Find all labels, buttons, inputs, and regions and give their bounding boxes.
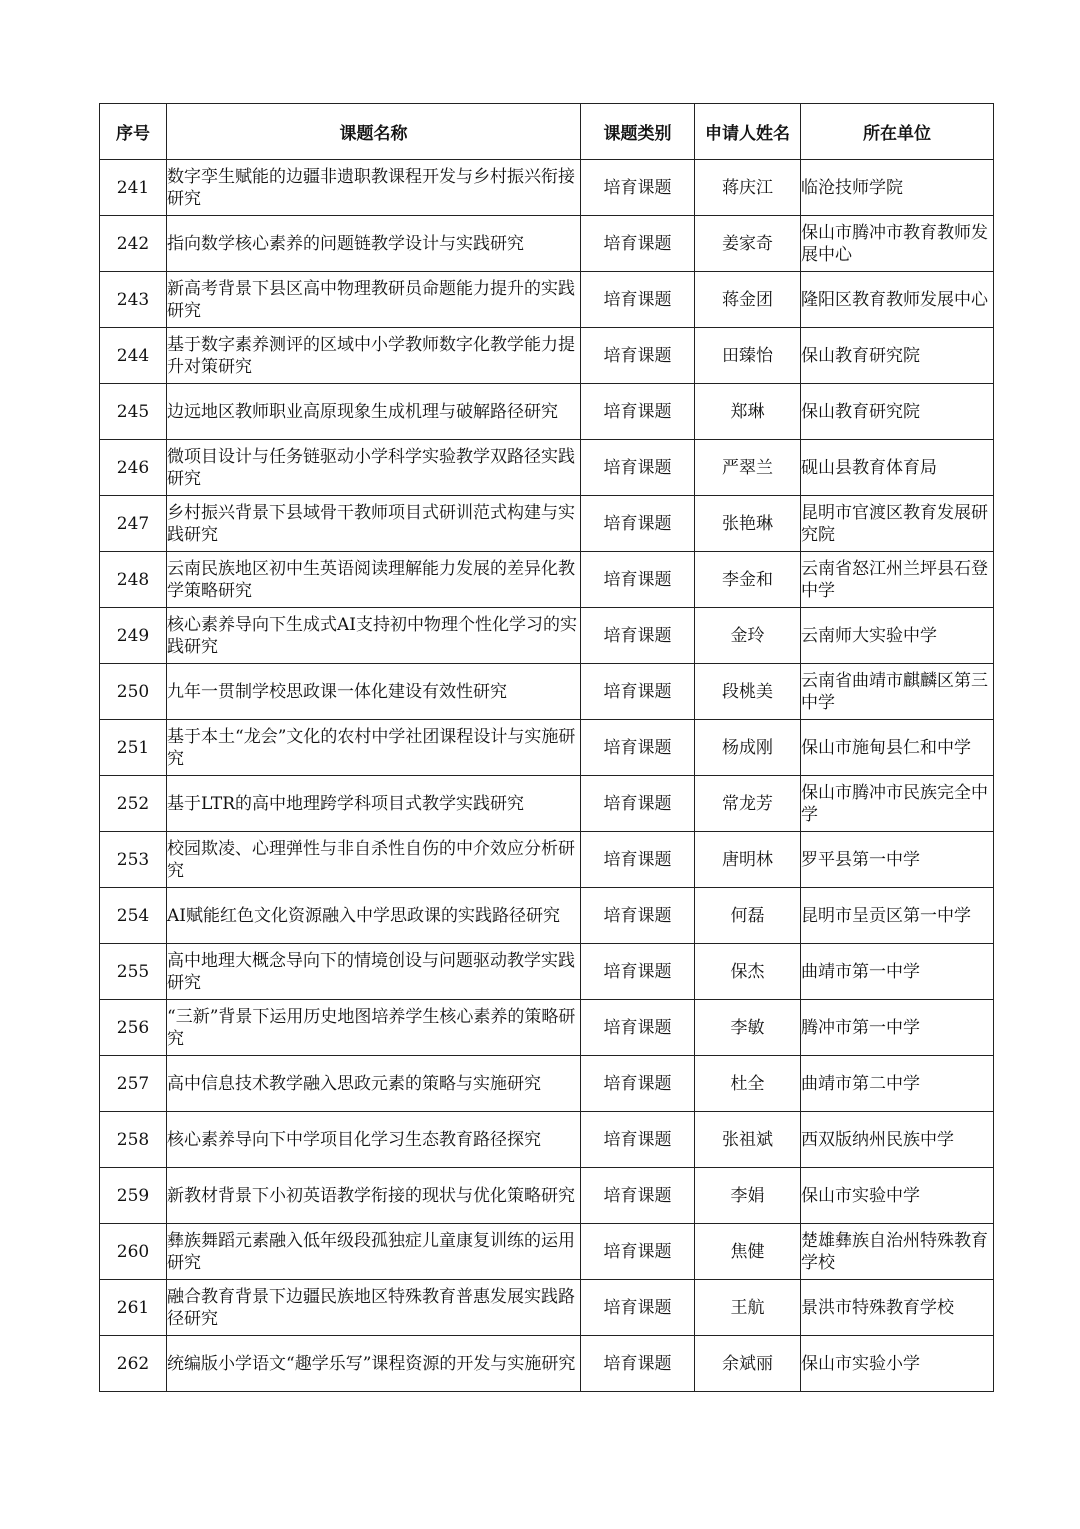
- project-name-cell: 校园欺凌、心理弹性与非自杀性自伤的中介效应分析研究: [167, 832, 581, 888]
- table-row: [100, 776, 994, 832]
- serial-number-cell: 243: [100, 272, 167, 328]
- project-name-cell: 高中地理大概念导向下的情境创设与问题驱动教学实践研究: [167, 944, 581, 1000]
- applicant-name-cell: 郑琳: [695, 384, 801, 440]
- header-project-name: 课题名称: [167, 104, 581, 160]
- affiliation-cell: 景洪市特殊教育学校: [801, 1280, 994, 1336]
- project-category-cell: 培育课题: [581, 384, 695, 440]
- header-affiliation: 所在单位: [801, 104, 994, 160]
- project-name-cell: 微项目设计与任务链驱动小学科学实验教学双路径实践研究: [167, 440, 581, 496]
- project-category-cell: 培育课题: [581, 1224, 695, 1280]
- table-row: [100, 944, 994, 1000]
- project-table: [99, 103, 994, 1392]
- table-row: [100, 832, 994, 888]
- applicant-name-cell: 李敏: [695, 1000, 801, 1056]
- project-category-cell: 培育课题: [581, 1336, 695, 1392]
- serial-number-cell: 245: [100, 384, 167, 440]
- serial-number-cell: 256: [100, 1000, 167, 1056]
- affiliation-cell: 保山市施甸县仁和中学: [801, 720, 994, 776]
- table-row: [100, 272, 994, 328]
- affiliation-cell: 保山教育研究院: [801, 384, 994, 440]
- affiliation-cell: 昆明市呈贡区第一中学: [801, 888, 994, 944]
- serial-number-cell: 248: [100, 552, 167, 608]
- applicant-name-cell: 王航: [695, 1280, 801, 1336]
- serial-number-cell: 257: [100, 1056, 167, 1112]
- project-name-cell: AI赋能红色文化资源融入中学思政课的实践路径研究: [167, 888, 581, 944]
- serial-number-cell: 258: [100, 1112, 167, 1168]
- project-name-cell: 边远地区教师职业高原现象生成机理与破解路径研究: [167, 384, 581, 440]
- affiliation-cell: 保山市实验小学: [801, 1336, 994, 1392]
- applicant-name-cell: 严翠兰: [695, 440, 801, 496]
- applicant-name-cell: 蒋金团: [695, 272, 801, 328]
- applicant-name-cell: 田臻怡: [695, 328, 801, 384]
- project-category-cell: 培育课题: [581, 216, 695, 272]
- table-row: [100, 1280, 994, 1336]
- table-row: [100, 496, 994, 552]
- affiliation-cell: 保山市腾冲市民族完全中学: [801, 776, 994, 832]
- affiliation-cell: 昆明市官渡区教育发展研究院: [801, 496, 994, 552]
- applicant-name-cell: 金玲: [695, 608, 801, 664]
- affiliation-cell: 曲靖市第二中学: [801, 1056, 994, 1112]
- project-category-cell: 培育课题: [581, 1280, 695, 1336]
- project-category-cell: 培育课题: [581, 1168, 695, 1224]
- project-name-cell: 新教材背景下小初英语教学衔接的现状与优化策略研究: [167, 1168, 581, 1224]
- table-row: [100, 552, 994, 608]
- project-name-cell: 高中信息技术教学融入思政元素的策略与实施研究: [167, 1056, 581, 1112]
- table-row: [100, 664, 994, 720]
- affiliation-cell: 云南师大实验中学: [801, 608, 994, 664]
- project-name-cell: 基于本土“龙会”文化的农村中学社团课程设计与实施研究: [167, 720, 581, 776]
- table-row: [100, 608, 994, 664]
- project-category-cell: 培育课题: [581, 888, 695, 944]
- project-name-cell: 新高考背景下县区高中物理教研员命题能力提升的实践研究: [167, 272, 581, 328]
- project-category-cell: 培育课题: [581, 272, 695, 328]
- project-category-cell: 培育课题: [581, 720, 695, 776]
- applicant-name-cell: 段桃美: [695, 664, 801, 720]
- table-row: [100, 328, 994, 384]
- applicant-name-cell: 蒋庆江: [695, 160, 801, 216]
- applicant-name-cell: 余斌丽: [695, 1336, 801, 1392]
- applicant-name-cell: 焦健: [695, 1224, 801, 1280]
- project-category-cell: 培育课题: [581, 776, 695, 832]
- applicant-name-cell: 李娟: [695, 1168, 801, 1224]
- serial-number-cell: 247: [100, 496, 167, 552]
- header-project-category: 课题类别: [581, 104, 695, 160]
- project-name-cell: 彝族舞蹈元素融入低年级段孤独症儿童康复训练的运用研究: [167, 1224, 581, 1280]
- serial-number-cell: 250: [100, 664, 167, 720]
- project-category-cell: 培育课题: [581, 832, 695, 888]
- serial-number-cell: 254: [100, 888, 167, 944]
- table-row: [100, 888, 994, 944]
- applicant-name-cell: 李金和: [695, 552, 801, 608]
- project-category-cell: 培育课题: [581, 440, 695, 496]
- serial-number-cell: 252: [100, 776, 167, 832]
- project-name-cell: 基于数字素养测评的区域中小学教师数字化教学能力提升对策研究: [167, 328, 581, 384]
- affiliation-cell: 隆阳区教育教师发展中心: [801, 272, 994, 328]
- header-serial-number: 序号: [100, 104, 167, 160]
- affiliation-cell: 西双版纳州民族中学: [801, 1112, 994, 1168]
- serial-number-cell: 261: [100, 1280, 167, 1336]
- project-name-cell: 乡村振兴背景下县域骨干教师项目式研训范式构建与实践研究: [167, 496, 581, 552]
- serial-number-cell: 262: [100, 1336, 167, 1392]
- project-name-cell: 九年一贯制学校思政课一体化建设有效性研究: [167, 664, 581, 720]
- table-row: [100, 1056, 994, 1112]
- serial-number-cell: 253: [100, 832, 167, 888]
- table-header-row: [100, 104, 994, 160]
- applicant-name-cell: 保杰: [695, 944, 801, 1000]
- applicant-name-cell: 张艳琳: [695, 496, 801, 552]
- table-row: [100, 216, 994, 272]
- affiliation-cell: 云南省曲靖市麒麟区第三中学: [801, 664, 994, 720]
- affiliation-cell: 曲靖市第一中学: [801, 944, 994, 1000]
- applicant-name-cell: 唐明林: [695, 832, 801, 888]
- table-row: [100, 1168, 994, 1224]
- applicant-name-cell: 杜全: [695, 1056, 801, 1112]
- serial-number-cell: 255: [100, 944, 167, 1000]
- affiliation-cell: 云南省怒江州兰坪县石登中学: [801, 552, 994, 608]
- project-name-cell: 云南民族地区初中生英语阅读理解能力发展的差异化教学策略研究: [167, 552, 581, 608]
- project-category-cell: 培育课题: [581, 328, 695, 384]
- project-category-cell: 培育课题: [581, 1112, 695, 1168]
- table-row: [100, 160, 994, 216]
- table-row: [100, 1336, 994, 1392]
- project-name-cell: 融合教育背景下边疆民族地区特殊教育普惠发展实践路径研究: [167, 1280, 581, 1336]
- project-name-cell: 核心素养导向下中学项目化学习生态教育路径探究: [167, 1112, 581, 1168]
- applicant-name-cell: 杨成刚: [695, 720, 801, 776]
- serial-number-cell: 246: [100, 440, 167, 496]
- table-row: [100, 1112, 994, 1168]
- applicant-name-cell: 姜家奇: [695, 216, 801, 272]
- serial-number-cell: 249: [100, 608, 167, 664]
- project-name-cell: 基于LTR的高中地理跨学科项目式教学实践研究: [167, 776, 581, 832]
- affiliation-cell: 保山市实验中学: [801, 1168, 994, 1224]
- affiliation-cell: 砚山县教育体育局: [801, 440, 994, 496]
- project-category-cell: 培育课题: [581, 1056, 695, 1112]
- header-applicant-name: 申请人姓名: [695, 104, 801, 160]
- project-name-cell: 统编版小学语文“趣学乐写”课程资源的开发与实施研究: [167, 1336, 581, 1392]
- affiliation-cell: 保山市腾冲市教育教师发展中心: [801, 216, 994, 272]
- affiliation-cell: 楚雄彝族自治州特殊教育学校: [801, 1224, 994, 1280]
- project-category-cell: 培育课题: [581, 944, 695, 1000]
- table-row: [100, 720, 994, 776]
- affiliation-cell: 保山教育研究院: [801, 328, 994, 384]
- project-category-cell: 培育课题: [581, 1000, 695, 1056]
- project-name-cell: 核心素养导向下生成式AI支持初中物理个性化学习的实践研究: [167, 608, 581, 664]
- serial-number-cell: 260: [100, 1224, 167, 1280]
- applicant-name-cell: 何磊: [695, 888, 801, 944]
- project-category-cell: 培育课题: [581, 160, 695, 216]
- project-category-cell: 培育课题: [581, 552, 695, 608]
- serial-number-cell: 251: [100, 720, 167, 776]
- project-name-cell: 指向数学核心素养的问题链教学设计与实践研究: [167, 216, 581, 272]
- project-name-cell: 数字孪生赋能的边疆非遗职教课程开发与乡村振兴衔接研究: [167, 160, 581, 216]
- table-row: [100, 1000, 994, 1056]
- project-name-cell: “三新”背景下运用历史地图培养学生核心素养的策略研究: [167, 1000, 581, 1056]
- affiliation-cell: 腾冲市第一中学: [801, 1000, 994, 1056]
- affiliation-cell: 罗平县第一中学: [801, 832, 994, 888]
- applicant-name-cell: 张祖斌: [695, 1112, 801, 1168]
- project-category-cell: 培育课题: [581, 608, 695, 664]
- serial-number-cell: 259: [100, 1168, 167, 1224]
- serial-number-cell: 244: [100, 328, 167, 384]
- table-row: [100, 1224, 994, 1280]
- serial-number-cell: 241: [100, 160, 167, 216]
- project-category-cell: 培育课题: [581, 664, 695, 720]
- table-row: [100, 440, 994, 496]
- project-category-cell: 培育课题: [581, 496, 695, 552]
- serial-number-cell: 242: [100, 216, 167, 272]
- table-body: [100, 160, 994, 1392]
- applicant-name-cell: 常龙芳: [695, 776, 801, 832]
- affiliation-cell: 临沧技师学院: [801, 160, 994, 216]
- table-row: [100, 384, 994, 440]
